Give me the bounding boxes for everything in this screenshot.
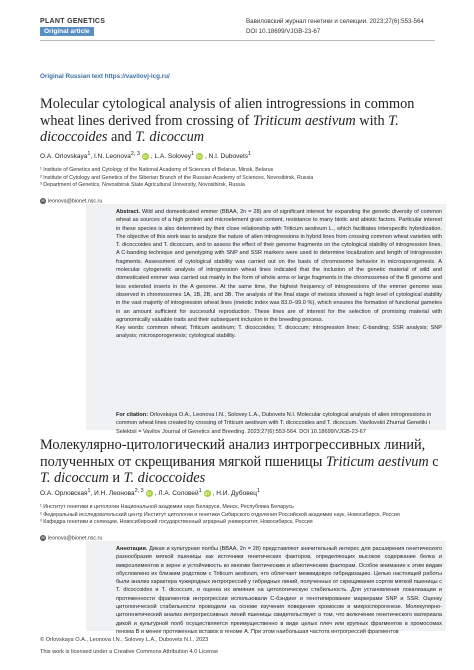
authors-en: O.A. Orlovskaya$^1$, I.N. Leonova$^{2, 3}$ iD , L.A. Solovey$^1$ iD , N.I. Dubovets$^1$: [40, 151, 252, 161]
title-en-part3: and: [107, 129, 136, 145]
license-notice[interactable]: This work is licensed under a Creative Commons Attribution 4.0 License: [40, 649, 219, 655]
author-name[interactable]: O.A. Orlovskaya: [40, 153, 88, 161]
original-russian-link[interactable]: Original Russian text https://vavilovj-icg.ru/: [40, 73, 170, 80]
affiliations-en: [40, 167, 460, 190]
author-name[interactable]: И.Н. Леонова: [94, 490, 135, 498]
article-title-en: [40, 96, 440, 146]
author-name[interactable]: Л.А. Соловей: [158, 490, 199, 498]
author-affiliation-mark: 1: [190, 151, 194, 157]
author-name[interactable]: I.N. Leonova: [93, 153, 131, 161]
section-label: PLANT GENETICS: [40, 18, 106, 25]
authors-ru: О.А. Орловская$^1$, И.Н. Леонова$^{2, 3}$ iD , Л.А. Соловей$^1$ iD , Н.И. Дубовец$^1$: [40, 488, 260, 498]
author-name[interactable]: L.A. Solovey: [154, 153, 191, 161]
title-en-part2: with: [355, 112, 389, 129]
footer: [40, 634, 340, 658]
title-ru-part1: Молекулярно-цитологический анализ интрогрессивных линий, полученных от скрещивания мягкой пшеницы: [40, 437, 426, 470]
citation-label: For citation:: [116, 412, 149, 418]
author-name[interactable]: О.А. Орловская: [40, 490, 88, 498]
affiliation-line: ¹ Institute of Genetics and Cytology of the National Academy of Sciences of Belarus, Minsk, Belarus: [40, 167, 274, 173]
abstract-label: Аннотация.: [116, 546, 148, 552]
citation-text: Orlovskaya O.A., Leonova I.N., Solovey L.A., Dubovets N.I. Molecular cytological analysis of alien introgressions in common wheat lines created by crossing of Triticum aestivum with T. dicoccoides and T. dicoccum. Vavilovskii Zhurnal Genetiki i Selektsii = Vavilov Journal of Genetics and Breeding. 2023;27(6):553-564. DOI 10.18699/VJGB-23-67: [116, 412, 432, 435]
email-address[interactable]: leonova@bionet.nsc.ru: [48, 198, 103, 205]
abstract-text: Дикая и культурная полбы (BBAA, 2n = 28) представляют значительный интерес для расширения генетического разнообразия мягкой пшеницы как источники генетических факторов, определяющих высокое содержание белка и микроэлементов в зерне и устойчивость ко многим биотическим и абиотическим факторам. Особое внимание к этим видам обусловлено их близким родством с Triticum aestivum, что облегчает межвидовую гибридизацию. Целью настоящей работы были анализ характера чужеродных интрогрессий у гибридных линий, полученных от скрещивания сортов мягкой пшеницы с T. dicoccoides и T. dicoccum, и оценка их влияния на цитологическую стабильность. Для установления локализации и протяженности фрагментов интрогрессии использовали С-бэндинг и генотипирование маркерами SNP и SSR. Оценку цитологической стабильности проводили на основе изучения поведения хромосом в микроспорогенезе. Молекулярно-цитогенетический анализ интрогрессивных линий пшеницы свидетельствует о том, что включение генетического материала дикой и культурной полб осуществляется преимущественно в виде целых плеч или крупных фрагментов в хромосомах генома B и менее протяженных вставок в геноме A. При этом наибольшая частота интрогрессий фрагментов: [116, 546, 442, 635]
orcid-icon[interactable]: iD: [143, 153, 148, 159]
author-affiliation-mark: 1: [87, 488, 91, 494]
title-en-species3: T. dicoccum: [135, 129, 205, 145]
title-ru-species1: Triticum aestivum: [325, 453, 429, 470]
abstract-ru: [116, 545, 442, 636]
title-ru-species3: T. dicoccoides: [123, 470, 206, 486]
affiliations-ru: [40, 504, 460, 527]
affiliation-line: ³ Department of Genetics, Novosibirsk State Agricultural University, Novosibirsk, Russia: [40, 182, 245, 189]
abstract-label: Abstract.: [116, 209, 141, 215]
doi-line[interactable]: DOI 10.18699/VJGB-23-67: [246, 27, 321, 35]
author-name[interactable]: Н.И. Дубовец: [216, 490, 257, 498]
abstract-text: Wild and domesticated emmer (BBAA, 2n = 28) are of significant interest for expanding the genetic diversity of common wheat as sources of a high protein and microelement grain content, resistance to many biotic and abiotic factors. Particular interest in these species is also determined by their close relationship with Triticum aestivum L., which facilitates interspecific hybridization. The objective of this work was to analyze the nature of alien introgressions in hybrid lines from crossing common wheat varieties with T. dicoccoides and T. dicoccum, and to assess the effect of their genome fragments on the cytological stability of introgression lines. A C-banding technique and genotyping with SNP and SSR markers were used to determine localization and length of introgression fragments. Assessment of cytological stability was carried out on the basis of chromosome behavior in microsporogenesis. A molecular cytogenetic analysis of introgression wheat lines indicated that the inclusion of the genetic material of wild and domesticated emmer was carried out mainly in the form of whole arms or large fragments in the chromosomes of the B genome and less extended inserts in the A genome. At the same time, the highest frequency of introgressions of the emmer genome was observed in chromosomes 1A, 1B, 2B, and 3B. The analysis of the final stage of meiosis showed a high level of cytological stability in the vast majority of introgression wheat lines (meiotic index was 83.0–99.0 %), which ensures the formation of functional gametes in an amount sufficient for successful reproduction. These lines are of interest for the selection of promising material with agronomically valuable traits and their subsequent inclusion in the breeding process.: [116, 209, 442, 323]
orcid-icon[interactable]: iD: [197, 153, 202, 159]
title-en-part1: Molecular cytological analysis of alien introgressions in common wheat lines derived from crossing of: [40, 96, 415, 129]
keywords: Key words: common wheat; Triticum aestivum; T. dicoccoides; T. dicoccum; introgression lines; C-banding; SSR analysis; SNP analysis; microsporogenesis; cytological stability.: [116, 325, 442, 340]
author-affiliation-mark: 2, 3: [134, 488, 144, 494]
citation-block: [116, 411, 442, 436]
journal-citation-line: Вавиловский журнал генетики и селекции. 2023;27(6):553-564: [246, 18, 424, 25]
author-affiliation-mark: 1: [87, 151, 91, 157]
email-icon: ✉: [41, 198, 45, 203]
orcid-icon[interactable]: iD: [147, 490, 152, 496]
journal-reference: [246, 17, 446, 36]
affiliation-line: ² Institute of Cytology and Genetics of the Siberian Branch of the Russian Academy of Sciences, Novosibirsk, Russia: [40, 174, 314, 181]
email-icon: ✉: [41, 535, 45, 540]
email-address[interactable]: leonova@bionet.nsc.ru: [48, 535, 103, 542]
affiliation-line: ² Федеральный исследовательский центр Институт цитологии и генетики Сибирского отделения Российской академии наук, Новосибирск, Россия: [40, 511, 400, 518]
author-affiliation-mark: 1: [256, 488, 260, 494]
abstract-en: [116, 208, 442, 341]
header-divider: [40, 40, 435, 41]
article-type-badge: Original article: [40, 27, 94, 36]
title-ru-species2: T. dicoccum: [40, 470, 109, 486]
orcid-icon[interactable]: iD: [204, 490, 210, 496]
author-affiliation-mark: 1: [198, 488, 202, 494]
author-name[interactable]: N.I. Dubovets: [208, 153, 249, 161]
title-en-species2: T. dicoccoides: [40, 112, 399, 145]
article-title-ru: [40, 437, 440, 487]
author-affiliation-mark: 1: [248, 151, 252, 157]
title-ru-part3: и: [108, 470, 124, 486]
title-ru-part2: с: [428, 453, 439, 470]
author-affiliation-mark: 2, 3: [130, 151, 140, 157]
affiliation-line: ³ Кафедра генетики и селекции, Новосибирский государственный аграрный университет, Новосибирск, Россия: [40, 519, 313, 526]
copyright: © Orlovskaya O.A., Leonova I.N., Solovey L.A., Dubovets N.I., 2023: [40, 637, 209, 643]
title-en-species1: Triticum aestivum: [252, 112, 356, 129]
affiliation-line: ¹ Институт генетики и цитологии Национальной академии наук Беларуси, Минск, Республика Беларусь: [40, 504, 294, 510]
